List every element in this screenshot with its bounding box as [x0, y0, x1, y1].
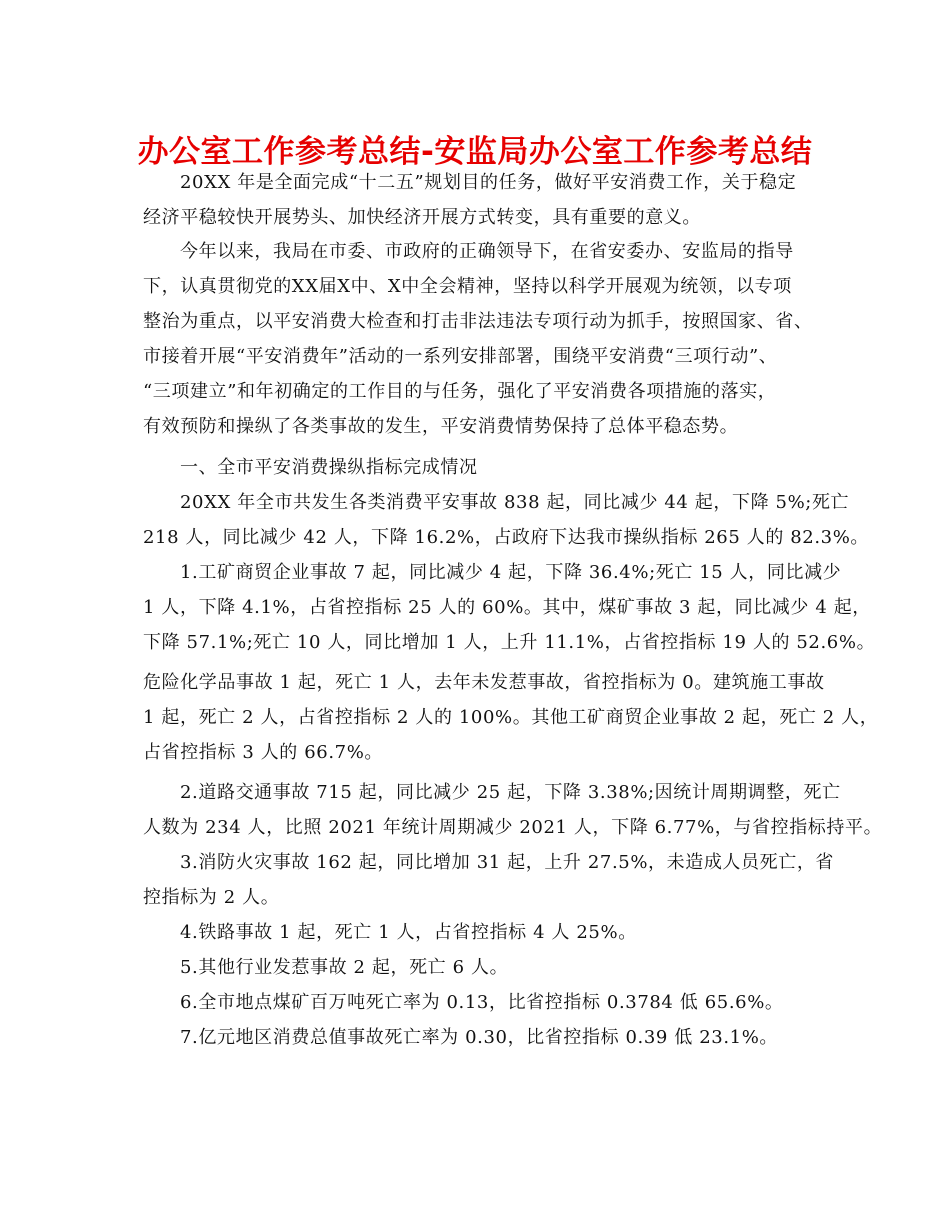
- paragraph-line: 20XX 年全市共发生各类消费平安事故 838 起，同比减少 44 起，下降 5%;死亡: [180, 492, 850, 513]
- paragraph-line: 经济平稳较快开展势头、加快经济开展方式转变，具有重要的意义。: [143, 207, 701, 228]
- document-title: 办公室工作参考总结-安监局办公室工作参考总结: [137, 134, 813, 170]
- paragraph-line: 5.其他行业发惹事故 2 起，死亡 6 人。: [180, 957, 509, 978]
- paragraph-line: 下降 57.1%;死亡 10 人，同比增加 1 人，上升 11.1%，占省控指标 19 人的 52.6%。: [143, 632, 876, 653]
- paragraph-line: 1 起，死亡 2 人，占省控指标 2 人的 100%。其他工矿商贸企业事故 2 起，死亡 2 人，: [143, 707, 879, 728]
- paragraph-line: “三项建立”和年初确定的工作目的与任务，强化了平安消费各项措施的落实，: [143, 381, 777, 402]
- paragraph-line: 占省控指标 3 人的 66.7%。: [143, 742, 383, 763]
- paragraph-line: 3.消防火灾事故 162 起，同比增加 31 起，上升 27.5%，未造成人员死亡，省: [180, 852, 835, 873]
- paragraph-line: 1 人，下降 4.1%，占省控指标 25 人的 60%。其中，煤矿事故 3 起，同比减少 4 起，: [143, 597, 871, 618]
- paragraph-line: 20XX 年是全面完成“十二五”规划目的任务，做好平安消费工作，关于稳定: [180, 172, 797, 193]
- paragraph-line: 6.全市地点煤矿百万吨死亡率为 0.13，比省控指标 0.3784 低 65.6%。: [180, 992, 784, 1013]
- paragraph-line: 控指标为 2 人。: [143, 887, 280, 908]
- paragraph-line: 下，认真贯彻党的XX届X中、X中全会精神，坚持以科学开展观为统领，以专项: [143, 276, 792, 297]
- section-heading: 一、全市平安消费操纵指标完成情况: [180, 457, 478, 478]
- paragraph-line: 整治为重点，以平安消费大检查和打击非法违法专项行动为抓手，按照国家、省、: [143, 311, 813, 332]
- paragraph-line: 有效预防和操纵了各类事故的发生，平安消费情势保持了总体平稳态势。: [143, 416, 739, 437]
- paragraph-line: 危险化学品事故 1 起，死亡 1 人，去年未发惹事故，省控指标为 0。建筑施工事故: [143, 672, 825, 693]
- paragraph-line: 2.道路交通事故 715 起，同比减少 25 起，下降 3.38%;因统计周期调整，死亡: [180, 782, 841, 803]
- paragraph-line: 今年以来，我局在市委、市政府的正确领导下，在省安委办、安监局的指导: [180, 241, 794, 262]
- paragraph-line: 4.铁路事故 1 起，死亡 1 人，占省控指标 4 人 25%。: [180, 922, 637, 943]
- paragraph-line: 218 人，同比减少 42 人，下降 16.2%，占政府下达我市操纵指标 265 人的 82.3%。: [143, 527, 870, 548]
- paragraph-line: 人数为 234 人，比照 2021 年统计周期减少 2021 人，下降 6.77%，与省控指标持平。: [143, 817, 883, 838]
- paragraph-line: 7.亿元地区消费总值事故死亡率为 0.30，比省控指标 0.39 低 23.1%。: [180, 1027, 778, 1048]
- paragraph-line: 市接着开展“平安消费年”活动的一系列安排部署，围绕平安消费“三项行动”、: [143, 346, 778, 367]
- paragraph-line: 1.工矿商贸企业事故 7 起，同比减少 4 起，下降 36.4%;死亡 15 人，同比减少: [180, 562, 842, 583]
